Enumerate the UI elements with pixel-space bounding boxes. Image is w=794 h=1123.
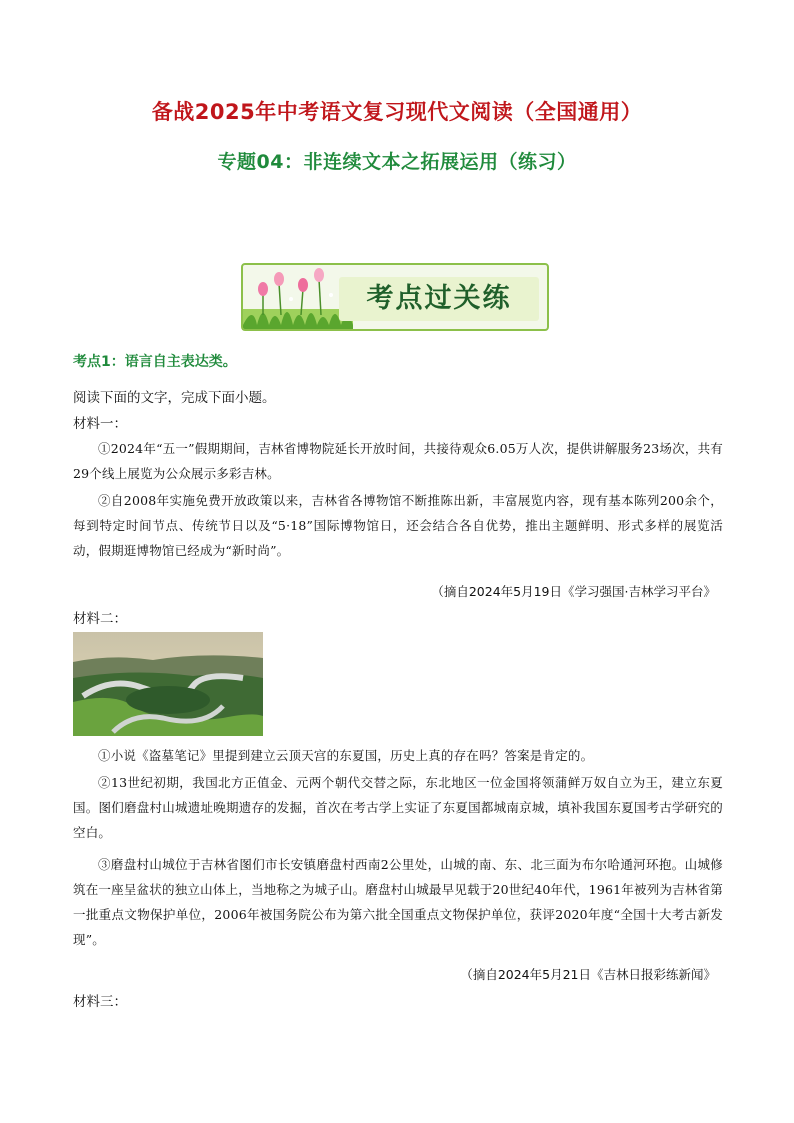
material2-paragraph-3: ③磨盘村山城位于吉林省图们市长安镇磨盘村西南2公里处，山城的南、东、北三面为布尔哈通河环抱。山城修筑在一座呈盆状的独立山体上，当地称之为城子山。磨盘村山城最早见载于20世纪40年代，1961年被列为吉林省第一批重点文物保护单位，2006年被国务院公布为第六批全国重点文物保护单位，获评2020年度“全国十大考古新发现”。: [73, 857, 723, 947]
material1-source: （摘自2024年5月19日《学习强国·吉林学习平台》: [431, 584, 716, 599]
material2-label: 材料二：: [73, 611, 127, 627]
banner-text: 考点过关练: [366, 283, 512, 314]
material1-label: 材料一：: [73, 416, 127, 432]
material2-source: （摘自2024年5月21日《吉林日报彩练新闻》: [460, 967, 716, 982]
document-subtitle: 专题04：非连续文本之拓展运用（练习）: [217, 151, 577, 173]
material3-label: 材料三：: [73, 994, 127, 1010]
material2-paragraph-2: ②13世纪初期，我国北方正值金、元两个朝代交替之际，东北地区一位金国将领蒲鲜万奴自立为王，建立东夏国。图们磨盘村山城遗址晚期遗存的发掘，首次在考古学上实证了东夏国都城南京城，填补我国东夏国考古学研究的空白。: [73, 775, 723, 840]
section-heading: 考点1：语言自主表达类。: [73, 354, 237, 370]
river-bend-landscape-photo-icon: [73, 632, 263, 736]
document-title: 备战2025年中考语文复习现代文阅读（全国通用）: [151, 100, 643, 124]
material2-paragraph-1: ①小说《盗墓笔记》里提到建立云顶天宫的东夏国，历史上真的存在吗？答案是肯定的。: [98, 748, 594, 763]
section-banner: [241, 263, 549, 331]
material1-paragraph-2: ②自2008年实施免费开放政策以来，吉林省各博物馆不断推陈出新，丰富展览内容，现有基本陈列200余个，每到特定时间节点、传统节日以及“5·18”国际博物馆日，还会结合各自优势，推出主题鲜明、形式多样的展览活动，假期逛博物馆已经成为“新时尚”。: [73, 493, 723, 558]
river-landscape-photo: [73, 632, 263, 736]
material1-paragraph-1: ①2024年“五一”假期期间，吉林省博物院延长开放时间，共接待观众6.05万人次，提供讲解服务23场次，共有29个线上展览为公众展示多彩吉林。: [73, 441, 723, 481]
reading-instruction: 阅读下面的文字，完成下面小题。: [73, 390, 276, 406]
flower-grass-illustration-icon: [243, 265, 353, 331]
